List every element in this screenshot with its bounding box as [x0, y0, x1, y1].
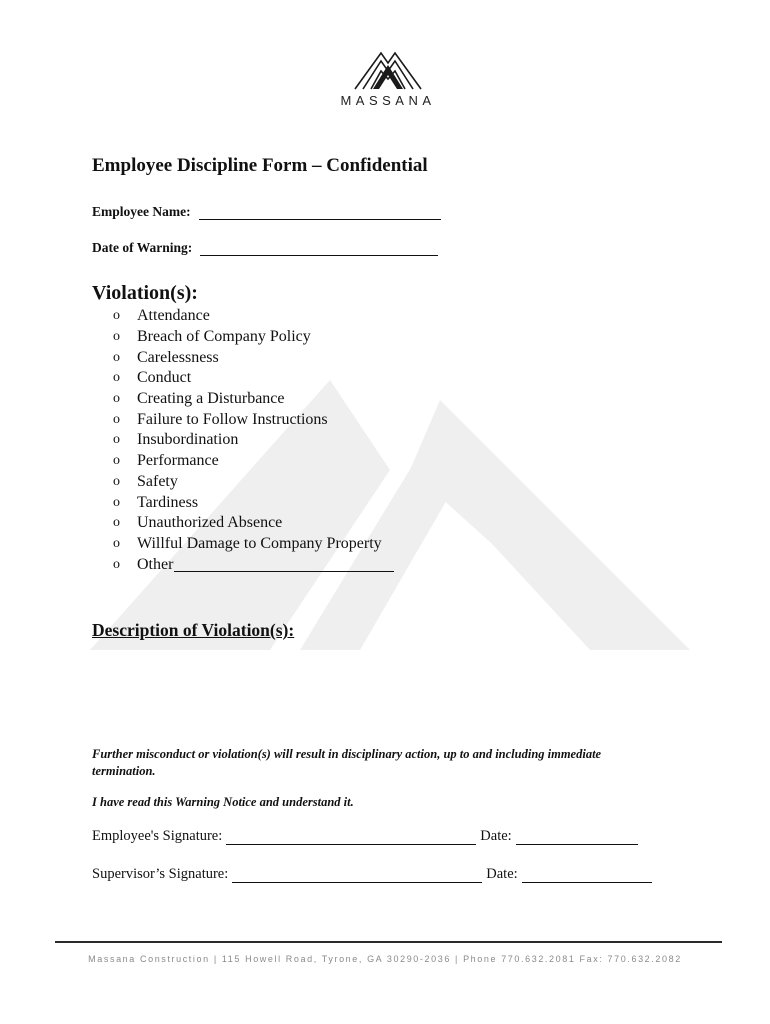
violation-label: Attendance — [137, 307, 210, 325]
employee-name-line[interactable] — [199, 207, 441, 220]
bullet-icon: o — [113, 515, 120, 531]
list-item[interactable] — [113, 368, 394, 389]
list-item[interactable] — [113, 306, 394, 327]
list-item[interactable] — [113, 451, 394, 472]
bullet-icon: o — [113, 535, 120, 551]
violation-label: Creating a Disturbance — [137, 390, 285, 408]
violation-label: Performance — [137, 452, 219, 470]
page-title: Employee Discipline Form – Confidential — [92, 155, 428, 176]
violations-heading: Violation(s): — [92, 282, 198, 304]
date-label: Date: — [486, 866, 518, 882]
violation-label: Unauthorized Absence — [137, 514, 283, 532]
list-item[interactable] — [113, 513, 394, 534]
bullet-icon: o — [113, 432, 120, 448]
other-blank-line[interactable] — [174, 557, 394, 572]
bullet-icon: o — [113, 391, 120, 407]
supervisor-signature-row — [92, 866, 656, 883]
violation-label: Breach of Company Policy — [137, 328, 311, 346]
violation-label: Other — [137, 555, 174, 573]
bullet-icon: o — [113, 494, 120, 510]
violation-label: Safety — [137, 472, 178, 490]
massana-mountain-icon — [333, 45, 443, 93]
employee-signature-row — [92, 828, 642, 845]
violations-list — [113, 306, 394, 575]
bullet-icon: o — [113, 349, 120, 365]
supervisor-signature-label: Supervisor’s Signature: — [92, 866, 229, 882]
supervisor-date-line[interactable] — [522, 868, 652, 883]
logo-wordmark: MASSANA — [340, 93, 436, 108]
violation-label: Carelessness — [137, 348, 219, 366]
date-of-warning-field[interactable] — [92, 240, 438, 256]
list-item[interactable] — [113, 534, 394, 555]
acknowledgement-text: I have read this Warning Notice and understand it. — [92, 795, 354, 809]
employee-name-label: Employee Name: — [92, 204, 191, 219]
bullet-icon: o — [113, 453, 120, 469]
company-logo — [318, 45, 458, 115]
bullet-icon: o — [113, 308, 120, 324]
violation-label: Insubordination — [137, 431, 239, 449]
bullet-icon: o — [113, 370, 120, 386]
supervisor-signature-line[interactable] — [232, 868, 482, 883]
date-of-warning-label: Date of Warning: — [92, 240, 193, 255]
list-item[interactable] — [113, 409, 394, 430]
list-item[interactable] — [113, 347, 394, 368]
violation-label: Failure to Follow Instructions — [137, 410, 328, 428]
date-of-warning-line[interactable] — [200, 243, 438, 256]
bullet-icon: o — [113, 473, 120, 489]
date-label: Date: — [480, 828, 512, 844]
violation-label: Conduct — [137, 369, 192, 387]
list-item[interactable] — [113, 430, 394, 451]
employee-name-field[interactable] — [92, 204, 441, 220]
violation-label: Willful Damage to Company Property — [137, 534, 382, 552]
bullet-icon: o — [113, 329, 120, 345]
list-item[interactable] — [113, 492, 394, 513]
list-item[interactable] — [113, 472, 394, 493]
list-item[interactable] — [113, 389, 394, 410]
employee-signature-line[interactable] — [226, 830, 476, 845]
employee-date-line[interactable] — [516, 830, 638, 845]
footer-contact: Massana Construction | 115 Howell Road, Tyrone, GA 30290-2036 | Phone 770.632.2081 Fax: 770.632.2082 — [88, 954, 682, 964]
violation-label: Tardiness — [137, 493, 199, 511]
list-item[interactable] — [113, 327, 394, 348]
list-item[interactable] — [113, 554, 394, 575]
warning-text: Further misconduct or violation(s) will result in disciplinary action, up to and including immediate termination. — [92, 747, 602, 778]
bullet-icon: o — [113, 556, 120, 572]
employee-signature-label: Employee's Signature: — [92, 828, 223, 844]
footer-divider — [55, 941, 722, 943]
description-heading: Description of Violation(s): — [92, 620, 295, 640]
bullet-icon: o — [113, 411, 120, 427]
